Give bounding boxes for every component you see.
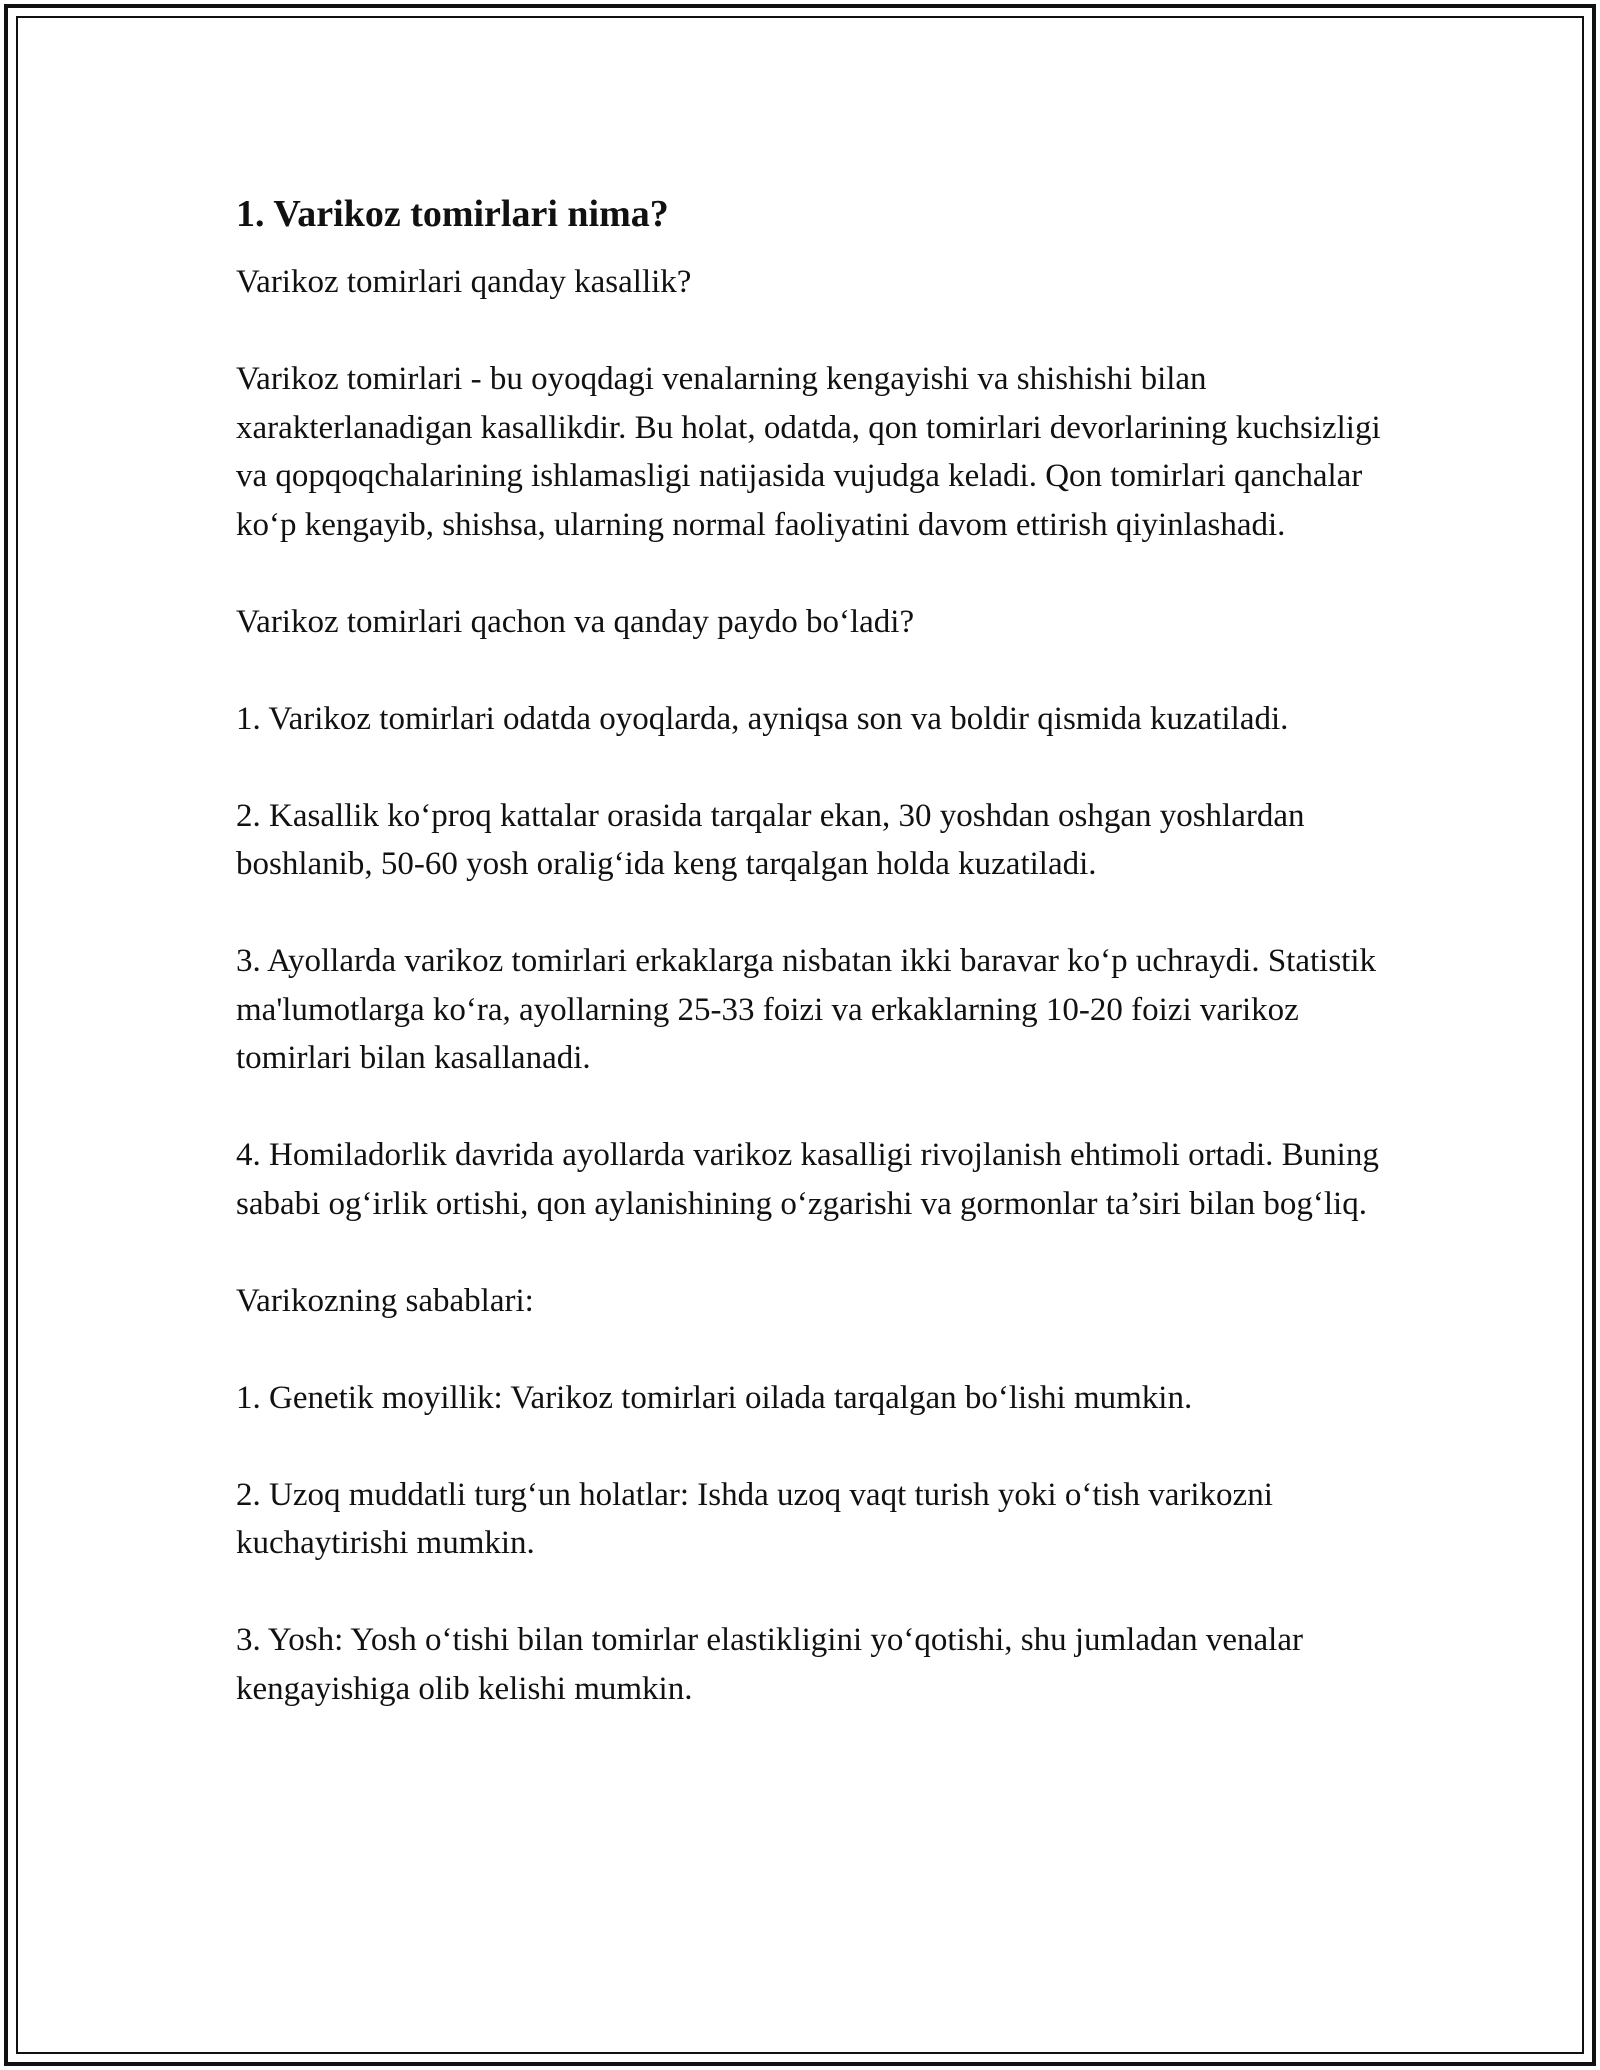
subheading-what-disease: Varikoz tomirlari qanday kasallik?	[236, 264, 692, 300]
list-item-aging: 3. Yosh: Yosh o‘tishi bilan tomirlar elastikligini yo‘qotishi, shu jumladan venalar kengayishiga olib kelishi mumkin.	[236, 1622, 1303, 1707]
list-item-women: 3. Ayollarda varikoz tomirlari erkaklarga nisbatan ikki baravar ko‘p uchraydi. Statistik ma'lumotlarga ko‘ra, ayollarning 25-33 foizi va erkaklarning 10-20 foizi varikoz tomirlari bilan kasallanadi.	[236, 943, 1377, 1076]
subheading-causes: Varikozning sabablari:	[236, 1282, 534, 1319]
list-item-age: 2. Kasallik ko‘proq kattalar orasida tarqalar ekan, 30 yoshdan oshgan yoshlardan boshlanib, 50-60 yosh oralig‘ida keng tarqalgan holda kuzatiladi.	[236, 797, 1305, 882]
paragraph-definition: Varikoz tomirlari - bu oyoqdagi venalarning kengayishi va shishishi bilan xarakterlanadigan kasallikdir. Bu holat, odatda, qon tomirlari devorlarining kuchsizligi va qopqoqchalarining ishlamasligi natijasida vujudga keladi. Qon tomirlari qanchalar ko‘p kengayib, shishsa, ularning normal faoliyatini davom ettirish qiyinlashadi.	[236, 361, 1381, 543]
subheading-when-appears: Varikoz tomirlari qachon va qanday paydo bo‘ladi?	[236, 603, 915, 640]
section-heading: 1. Varikoz tomirlari nima?	[236, 193, 669, 235]
list-item-standing: 2. Uzoq muddatli turg‘un holatlar: Ishda uzoq vaqt turish yoki o‘tish varikozni kuchaytirishi mumkin.	[236, 1476, 1273, 1561]
list-item-location: 1. Varikoz tomirlari odatda oyoqlarda, ayniqsa son va boldir qismida kuzatiladi.	[236, 700, 1289, 737]
list-item-genetic: 1. Genetik moyillik: Varikoz tomirlari oilada tarqalgan bo‘lishi mumkin.	[236, 1379, 1193, 1416]
document-body	[236, 190, 1386, 1762]
list-item-pregnancy: 4. Homiladorlik davrida ayollarda varikoz kasalligi rivojlanish ehtimoli ortadi. Buning sababi og‘irlik ortishi, qon aylanishining o‘zgarishi va gormonlar ta’siri bilan bog‘liq.	[236, 1137, 1379, 1222]
